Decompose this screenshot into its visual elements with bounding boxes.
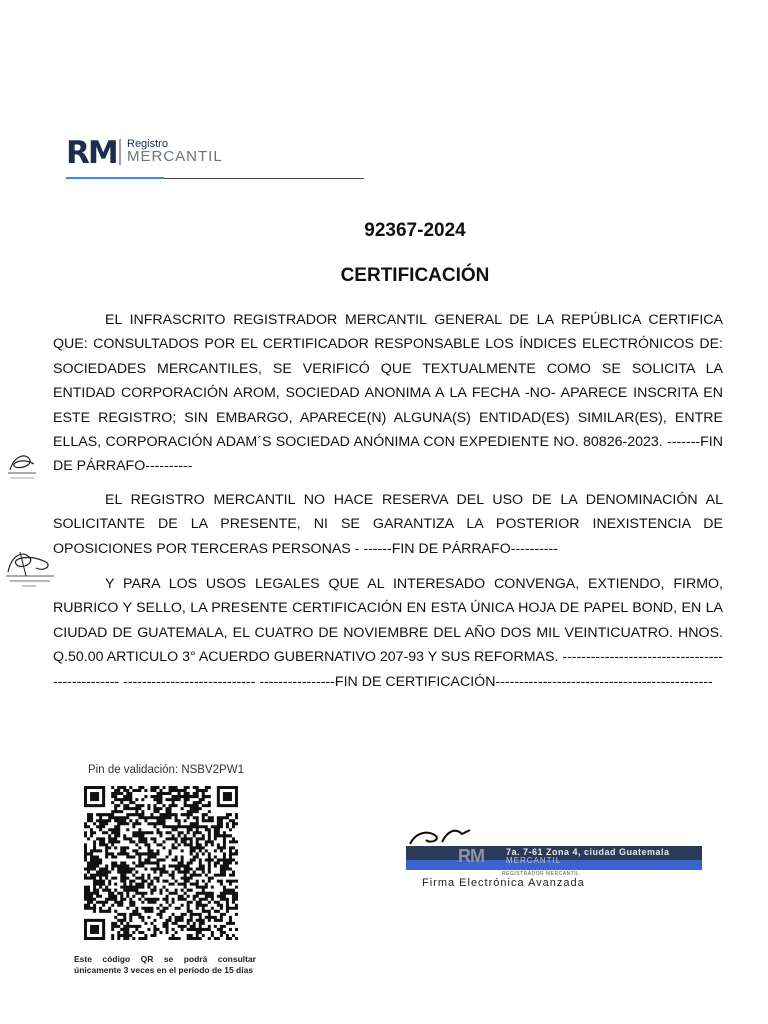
signature-mercantil: MERCANTIL (506, 856, 562, 865)
margin-vobo-signature (0, 548, 60, 590)
paragraph-2 (53, 488, 723, 561)
header-rule-accent (66, 177, 164, 179)
document-title: CERTIFICACIÓN (340, 265, 490, 286)
header-rule (164, 178, 364, 179)
validation-qr-code[interactable] (84, 786, 238, 940)
signature-label: Firma Electrónica Avanzada (422, 877, 585, 889)
paragraph-3-text: Y PARA LOS USOS LEGALES QUE AL INTERESADO CONVENGA, EXTIENDO, FIRMO, RUBRICO Y SELLO, LA PRESENTE CERTIFICACIÓN EN ESTA ÚNICA HOJA DE PAPEL BOND, EN LA CIUDAD DE GUATEMALA, EL CUATRO DE NOVIEMBRE DEL AÑO DOS MIL VEINTICUATRO. HNOS. Q.50.00 ARTICULO 3° ACUERDO GUBERNATIVO 207-93 Y SUS REFORMAS. ------------------------------------------------ ---------------------------- ----------------FIN DE CERTIFICACIÓN---------------------------------------------- (53, 576, 723, 690)
validation-pin: Pin de validación: NSBV2PW1 (88, 764, 244, 776)
qr-usage-note: Este código QR se podrá consultar únicamente 3 veces en el período de 15 días (74, 954, 256, 975)
logo-divider (119, 139, 121, 165)
logo-mercantil-text: MERCANTIL (127, 148, 223, 165)
margin-initials-signature (4, 448, 40, 484)
registro-mercantil-logo (66, 135, 366, 185)
paragraph-2-text: EL REGISTRO MERCANTIL NO HACE RESERVA DEL USO DE LA DENOMINACIÓN AL SOLICITANTE DE LA PRESENTE, NI SE GARANTIZA LA POSTERIOR INEXISTENCIA DE OPOSICIONES POR TERCERAS PERSONAS - ------FIN DE PÁRRAFO---------- (53, 492, 723, 557)
signature-rm-mark: RM (458, 846, 484, 866)
electronic-signature-stamp (406, 826, 704, 892)
paragraph-3 (53, 572, 723, 694)
paragraph-1-text: EL INFRASCRITO REGISTRADOR MERCANTIL GENERAL DE LA REPÚBLICA CERTIFICA QUE: CONSULTADOS POR EL CERTIFICADOR RESPONSABLE LOS ÍNDICES ELECTRÓNICOS DE: SOCIEDADES MERCANTILES, SE VERIFICÓ QUE TEXTUALMENTE COMO SE SOLICITA LA ENTIDAD CORPORACIÓN AROM, SOCIEDAD ANONIMA A LA FECHA -NO- APARECE INSCRITA EN ESTE REGISTRO; SIN EMBARGO, APARECE(N) ALGUNA(S) ENTIDAD(ES) SIMILAR(ES), ENTRE ELLAS, CORPORACIÓN ADAM´S SOCIEDAD ANÓNIMA CON EXPEDIENTE NO. 80826-2023. -------FIN DE PÁRRAFO---------- (53, 312, 723, 475)
logo-mark: RM (66, 135, 117, 171)
paragraph-1 (53, 308, 723, 479)
document-number: 92367-2024 (364, 220, 466, 241)
signature-registrador: REGISTRADOR MERCANTIL (502, 871, 580, 877)
signature-address: 7a. 7-61 Zona 4, ciudad Guatemala (506, 847, 670, 857)
logo-registro-text: Registro (127, 138, 168, 150)
